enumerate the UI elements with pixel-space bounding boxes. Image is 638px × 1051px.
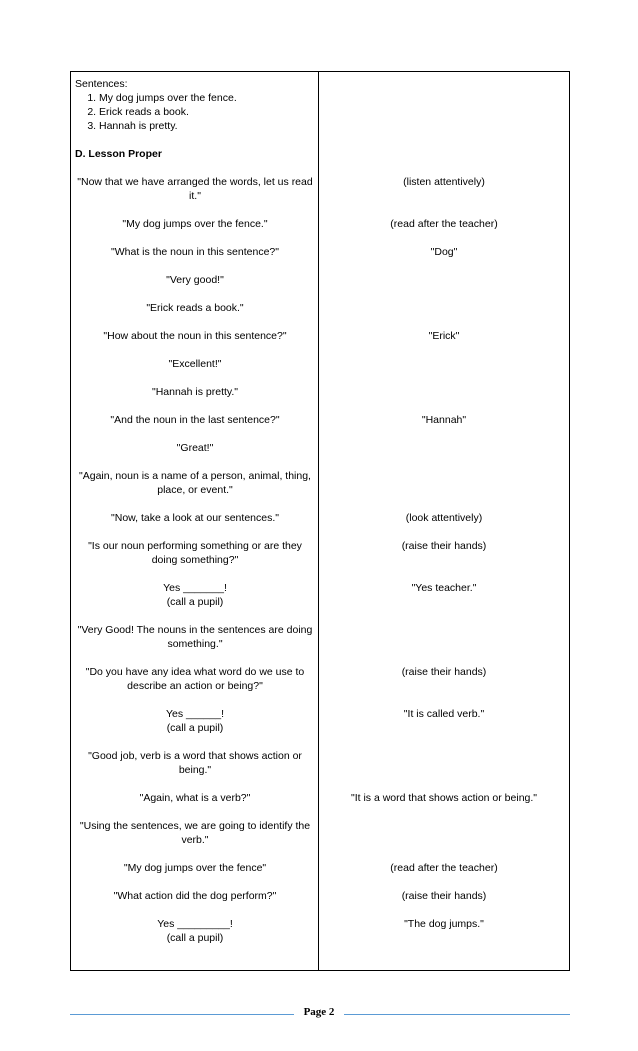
pupil-line: "It is called verb."	[403, 708, 485, 720]
pupil-line: "Hannah"	[421, 414, 467, 426]
section-title: D. Lesson Proper	[75, 148, 162, 160]
teacher-line: Yes _________!	[157, 918, 233, 930]
teacher-line: "My dog jumps over the fence."	[122, 218, 268, 230]
pupil-line: (raise their hands)	[401, 540, 487, 552]
teacher-line: "And the noun in the last sentence?"	[110, 414, 280, 426]
footer-rule-right	[344, 1014, 570, 1015]
pupil-line: (look attentively)	[405, 512, 483, 524]
teacher-line: Yes _______!	[163, 582, 227, 594]
teacher-line: "What is the noun in this sentence?"	[111, 246, 279, 258]
teacher-line: "Good job, verb is a word that shows action or being."	[88, 750, 302, 776]
pupil-line: "Yes teacher."	[411, 582, 477, 594]
pupil-line: "Dog"	[430, 246, 458, 258]
pupil-line: "The dog jumps."	[404, 918, 484, 930]
teacher-line: "Great!"	[176, 442, 214, 454]
sentence-item: 2. Erick reads a book.	[99, 105, 315, 119]
teacher-line: "Very Good! The nouns in the sentences are doing something."	[77, 624, 313, 650]
teacher-line: "What action did the dog perform?"	[113, 890, 277, 902]
pupil-line: (read after the teacher)	[390, 218, 498, 230]
teacher-line: "Again, noun is a name of a person, animal, thing, place, or event."	[79, 470, 311, 496]
lesson-table	[70, 71, 570, 971]
teacher-line: "Do you have any idea what word do we use to describe an action or being?"	[85, 666, 305, 692]
pupil-line: (raise their hands)	[401, 666, 487, 678]
sentences-label: Sentences:	[75, 78, 128, 90]
sentence-item: 1. My dog jumps over the fence.	[99, 91, 315, 105]
teacher-line: "Excellent!"	[168, 358, 222, 370]
footer-rule-left	[70, 1014, 294, 1015]
pupil-line: (read after the teacher)	[390, 862, 498, 874]
teacher-line: "Hannah is pretty."	[151, 386, 239, 398]
teacher-line: "Again, what is a verb?"	[139, 792, 251, 804]
teacher-line: "My dog jumps over the fence"	[123, 862, 267, 874]
column-divider	[318, 72, 319, 970]
teacher-line: "Now, take a look at our sentences."	[111, 512, 279, 524]
pupil-line: (raise their hands)	[401, 890, 487, 902]
teacher-line: (call a pupil)	[166, 932, 224, 944]
pupil-line: (listen attentively)	[403, 176, 485, 188]
teacher-line: "Very good!"	[166, 274, 224, 286]
teacher-line: (call a pupil)	[166, 596, 224, 608]
teacher-line: "Now that we have arranged the words, let us read it."	[77, 176, 313, 202]
teacher-line: "How about the noun in this sentence?"	[103, 330, 287, 342]
teacher-line: (call a pupil)	[166, 722, 224, 734]
teacher-line: "Using the sentences, we are going to identify the verb."	[79, 820, 311, 846]
sentences-list	[75, 91, 315, 133]
pupil-line: "It is a word that shows action or being."	[350, 792, 538, 804]
teacher-line: Yes ______!	[165, 708, 224, 720]
pupil-line: "Erick"	[428, 330, 460, 342]
page-number: Page 2	[303, 1006, 335, 1018]
teacher-line: "Is our noun performing something or are they doing something?"	[88, 540, 302, 566]
sentence-item: 3. Hannah is pretty.	[99, 119, 315, 133]
teacher-line: "Erick reads a book."	[146, 302, 244, 314]
